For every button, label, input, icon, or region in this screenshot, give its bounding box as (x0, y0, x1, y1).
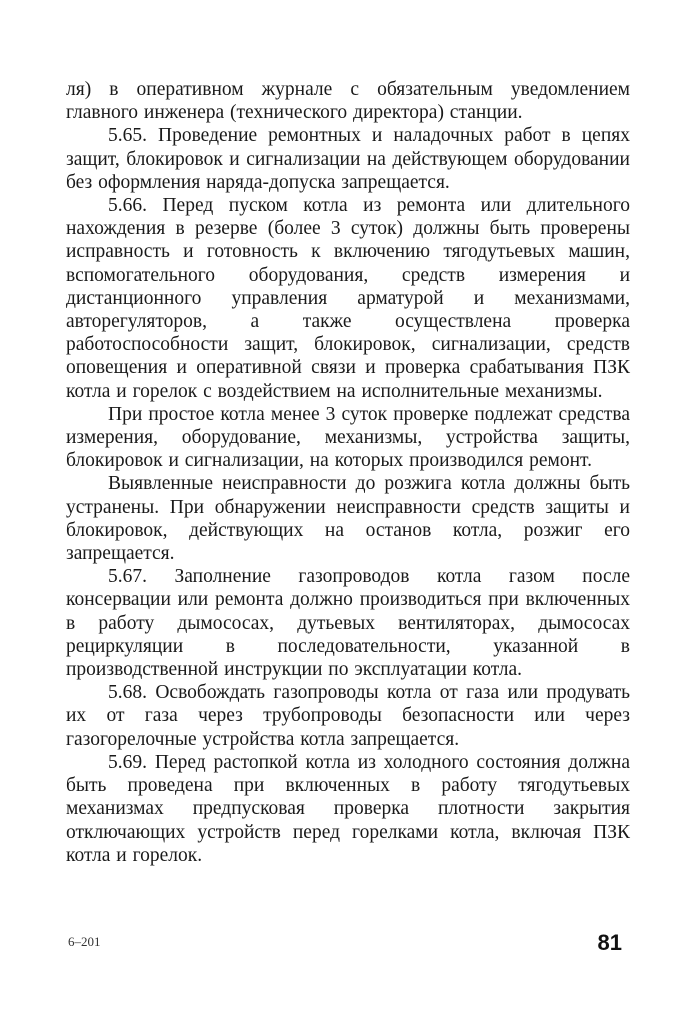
paragraph-idle-check: При простое котла менее 3 суток проверке подлежат средства измерения, оборудование, механизмы, устройства защиты, блокировок и сигнализации, на которых производился ремонт. (66, 403, 630, 472)
paragraph-5-67: 5.67. Заполнение газопроводов котла газом после консервации или ремонта должно производиться при включенных в работу дымососах, дутьевых вентиляторах, дымососах рециркуляции в последовательности, указанной в производственной инструкции по эксплуатации котла. (66, 566, 630, 681)
page-body (66, 78, 630, 867)
page-number: 81 (597, 930, 622, 955)
paragraph-faults: Выявленные неисправности до розжига котла должны быть устранены. При обнаружении неисправности средств защиты и блокировок, действующих на останов котла, розжиг его запрещается. (66, 473, 630, 565)
signature-code: 6–201 (68, 934, 101, 949)
paragraph-5-69: 5.69. Перед растопкой котла из холодного состояния должна быть проведена при включенных в работу тягодутьевых механизмах предпусковая проверка плотности закрытия отключающих устройств перед горелками котла, включая ПЗК котла и горелок. (66, 751, 630, 866)
paragraph-5-65: 5.65. Проведение ремонтных и наладочных работ в цепях защит, блокировок и сигнализации на действующем оборудовании без оформления наряда-допуска запрещается. (66, 125, 630, 193)
paragraph-continuation: ля) в оперативном журнале с обязательным уведомлением главного инженера (технического директора) станции. (66, 79, 630, 124)
paragraph-5-68: 5.68. Освобождать газопроводы котла от газа или продувать их от газа через трубопроводы безопасности или через газогорелочные устройства котла запрещается. (66, 682, 630, 750)
paragraph-5-66: 5.66. Перед пуском котла из ремонта или длительного нахождения в резерве (более 3 суток) должны быть проверены исправность и готовность к включению тягодутьевых машин, вспомогательного оборудования, средств измерения и дистанционного управления арматурой и механизмами, авторегуляторов, а также осуществлена проверка работоспособности защит, блокировок, сигнализации, средств оповещения и оперативной связи и проверка срабатывания ПЗК котла и горелок с воздействием на исполнительные механизмы. (66, 195, 630, 402)
